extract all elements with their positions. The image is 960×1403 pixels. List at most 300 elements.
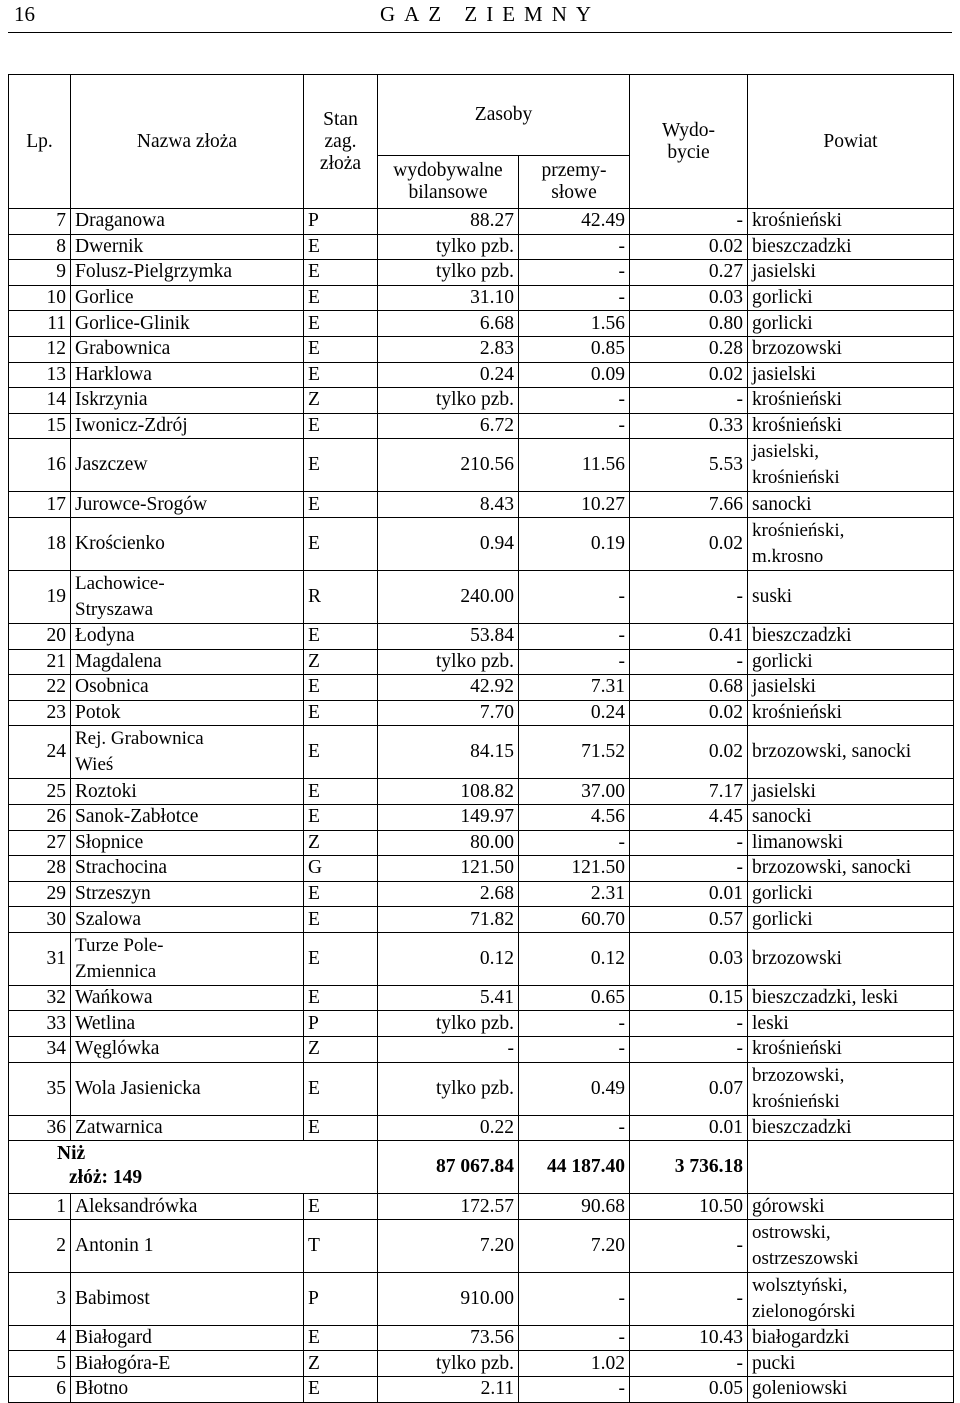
total-powiat bbox=[748, 1141, 954, 1194]
cell-powiat-line: sanocki bbox=[752, 493, 812, 515]
cell-name bbox=[71, 413, 304, 439]
cell-powiat-line: brzozowski bbox=[752, 947, 842, 969]
cell-przemyslowe: - bbox=[519, 1377, 630, 1403]
cell-lp: 10 bbox=[9, 285, 71, 311]
cell-stan: E bbox=[304, 260, 378, 286]
table-row bbox=[9, 726, 954, 779]
cell-przemyslowe: 0.49 bbox=[519, 1062, 630, 1115]
cell-wydobycie: 7.66 bbox=[630, 492, 748, 518]
cell-name-line: Błotno bbox=[75, 1378, 129, 1400]
cell-wydobywalne: 0.22 bbox=[378, 1115, 519, 1141]
cell-name-line: Zmiennica bbox=[75, 960, 157, 982]
cell-name-line: Folusz-Pielgrzymka bbox=[75, 261, 233, 283]
cell-powiat bbox=[748, 1011, 954, 1037]
cell-stan: Z bbox=[304, 830, 378, 856]
table-row bbox=[9, 1037, 954, 1063]
cell-powiat-line: krośnieński bbox=[752, 702, 842, 724]
cell-powiat-line: krośnieński bbox=[752, 210, 842, 232]
cell-name-line: Sanok-Zabłotce bbox=[75, 806, 199, 828]
table-row bbox=[9, 234, 954, 260]
total-row bbox=[9, 1141, 954, 1194]
cell-name bbox=[71, 1377, 304, 1403]
cell-przemyslowe: - bbox=[519, 649, 630, 675]
cell-powiat-line: brzozowski bbox=[752, 338, 842, 360]
cell-powiat bbox=[748, 388, 954, 414]
col-header-przemyslowe bbox=[519, 156, 630, 209]
cell-powiat-line: krośnieński bbox=[752, 1090, 840, 1112]
cell-wydobywalne: - bbox=[378, 1037, 519, 1063]
cell-name bbox=[71, 209, 304, 235]
cell-lp: 7 bbox=[9, 209, 71, 235]
cell-name-line: Jurowce-Srogów bbox=[75, 493, 208, 515]
col-header-name: Nazwa złoża bbox=[71, 75, 304, 209]
cell-name bbox=[71, 388, 304, 414]
cell-powiat bbox=[748, 1325, 954, 1351]
cell-wydobycie: - bbox=[630, 856, 748, 882]
cell-powiat bbox=[748, 856, 954, 882]
cell-lp: 6 bbox=[9, 1377, 71, 1403]
cell-powiat-line: jasielski, bbox=[752, 441, 820, 463]
cell-lp: 32 bbox=[9, 985, 71, 1011]
table-row bbox=[9, 779, 954, 805]
cell-lp: 16 bbox=[9, 439, 71, 492]
table-row bbox=[9, 881, 954, 907]
cell-powiat bbox=[748, 1115, 954, 1141]
cell-wydobycie: - bbox=[630, 1272, 748, 1325]
cell-name bbox=[71, 907, 304, 933]
cell-powiat bbox=[748, 1062, 954, 1115]
table-header-row bbox=[9, 75, 954, 156]
cell-name-line: Krościenko bbox=[75, 532, 165, 554]
table-row bbox=[9, 517, 954, 570]
table-row bbox=[9, 413, 954, 439]
cell-name bbox=[71, 675, 304, 701]
cell-lp: 35 bbox=[9, 1062, 71, 1115]
cell-powiat-line: pucki bbox=[752, 1352, 796, 1374]
cell-powiat-line: górowski bbox=[752, 1195, 825, 1217]
cell-powiat bbox=[748, 362, 954, 388]
cell-przemyslowe: 11.56 bbox=[519, 439, 630, 492]
cell-name-line: Gorlice bbox=[75, 287, 134, 309]
cell-powiat-line: limanowski bbox=[752, 831, 843, 853]
cell-powiat bbox=[748, 830, 954, 856]
cell-stan: P bbox=[304, 1011, 378, 1037]
col-header-wydobywalne bbox=[378, 156, 519, 209]
cell-powiat bbox=[748, 517, 954, 570]
table-row bbox=[9, 362, 954, 388]
cell-powiat-line: ostrowski, bbox=[752, 1221, 831, 1243]
cell-powiat-line: bieszczadzki bbox=[752, 1116, 852, 1138]
cell-powiat-line: jasielski bbox=[752, 363, 816, 385]
cell-lp: 34 bbox=[9, 1037, 71, 1063]
cell-stan: E bbox=[304, 1194, 378, 1220]
cell-wydobycie: 0.80 bbox=[630, 311, 748, 337]
table-row bbox=[9, 932, 954, 985]
cell-przemyslowe: 0.85 bbox=[519, 336, 630, 362]
cell-name-line: Węglówka bbox=[75, 1038, 160, 1060]
cell-name bbox=[71, 234, 304, 260]
cell-powiat bbox=[748, 413, 954, 439]
table-row bbox=[9, 285, 954, 311]
cell-powiat-line: gorlicki bbox=[752, 650, 813, 672]
cell-powiat bbox=[748, 779, 954, 805]
cell-przemyslowe: 90.68 bbox=[519, 1194, 630, 1220]
cell-powiat bbox=[748, 804, 954, 830]
cell-wydobycie: 5.53 bbox=[630, 439, 748, 492]
table-row bbox=[9, 1351, 954, 1377]
col-header-przemyslowe-line: słowe bbox=[551, 182, 597, 203]
col-header-wydobywalne-line: wydobywalne bbox=[393, 160, 503, 181]
cell-name bbox=[71, 336, 304, 362]
cell-przemyslowe: 0.19 bbox=[519, 517, 630, 570]
cell-name bbox=[71, 856, 304, 882]
col-header-wydobycie-line: Wydo- bbox=[662, 119, 715, 141]
cell-lp: 12 bbox=[9, 336, 71, 362]
cell-wydobycie: 0.02 bbox=[630, 234, 748, 260]
total-label-line: złóż: 149 bbox=[69, 1167, 143, 1189]
cell-przemyslowe: 4.56 bbox=[519, 804, 630, 830]
cell-wydobycie: 7.17 bbox=[630, 779, 748, 805]
cell-powiat bbox=[748, 985, 954, 1011]
cell-wydobycie: 10.50 bbox=[630, 1194, 748, 1220]
cell-name-line: Zatwarnica bbox=[75, 1116, 163, 1138]
cell-wydobywalne: tylko pzb. bbox=[378, 388, 519, 414]
cell-powiat-line: krośnieński bbox=[752, 389, 842, 411]
table-row bbox=[9, 336, 954, 362]
cell-name bbox=[71, 285, 304, 311]
cell-przemyslowe: 2.31 bbox=[519, 881, 630, 907]
cell-wydobywalne: 71.82 bbox=[378, 907, 519, 933]
cell-lp: 20 bbox=[9, 623, 71, 649]
cell-powiat-line: brzozowski, sanocki bbox=[752, 741, 912, 763]
cell-wydobywalne: 2.68 bbox=[378, 881, 519, 907]
cell-wydobywalne: 88.27 bbox=[378, 209, 519, 235]
cell-wydobywalne: 2.83 bbox=[378, 336, 519, 362]
cell-stan: P bbox=[304, 1272, 378, 1325]
cell-name-line: Harklowa bbox=[75, 363, 152, 385]
table-row bbox=[9, 804, 954, 830]
cell-stan: E bbox=[304, 234, 378, 260]
table-row bbox=[9, 1325, 954, 1351]
cell-name-line: Białogóra-E bbox=[75, 1352, 171, 1374]
cell-przemyslowe: 71.52 bbox=[519, 726, 630, 779]
cell-wydobycie: - bbox=[630, 1011, 748, 1037]
cell-wydobywalne: 108.82 bbox=[378, 779, 519, 805]
cell-powiat bbox=[748, 1377, 954, 1403]
cell-name-line: Grabownica bbox=[75, 338, 171, 360]
cell-stan: G bbox=[304, 856, 378, 882]
cell-wydobywalne: 0.24 bbox=[378, 362, 519, 388]
cell-lp: 23 bbox=[9, 700, 71, 726]
total-wydobywalne: 87 067.84 bbox=[378, 1141, 519, 1194]
cell-powiat-line: leski bbox=[752, 1012, 789, 1034]
col-header-stan bbox=[304, 75, 378, 209]
cell-name-line: Magdalena bbox=[75, 650, 162, 672]
col-header-wydobycie-line: bycie bbox=[667, 141, 710, 163]
cell-przemyslowe: 7.20 bbox=[519, 1219, 630, 1272]
total-label bbox=[9, 1141, 378, 1194]
table-row bbox=[9, 675, 954, 701]
total-wydobycie: 3 736.18 bbox=[630, 1141, 748, 1194]
cell-wydobywalne: 7.70 bbox=[378, 700, 519, 726]
table-row bbox=[9, 907, 954, 933]
cell-wydobycie: 0.03 bbox=[630, 285, 748, 311]
cell-powiat-line: sanocki bbox=[752, 806, 812, 828]
cell-name bbox=[71, 726, 304, 779]
cell-wydobycie: 0.68 bbox=[630, 675, 748, 701]
cell-name-line: Osobnica bbox=[75, 676, 149, 698]
cell-name-line: Wola Jasienicka bbox=[75, 1077, 201, 1099]
cell-name-line: Iskrzynia bbox=[75, 389, 148, 411]
cell-powiat-line: krośnieński, bbox=[752, 519, 845, 541]
cell-name bbox=[71, 649, 304, 675]
cell-name-line: Szalowa bbox=[75, 908, 142, 930]
cell-przemyslowe: - bbox=[519, 623, 630, 649]
cell-powiat bbox=[748, 1219, 954, 1272]
cell-wydobywalne: 172.57 bbox=[378, 1194, 519, 1220]
table-row bbox=[9, 439, 954, 492]
cell-wydobywalne: 84.15 bbox=[378, 726, 519, 779]
cell-wydobywalne: 53.84 bbox=[378, 623, 519, 649]
cell-name-line: Dwernik bbox=[75, 235, 144, 257]
cell-powiat bbox=[748, 623, 954, 649]
cell-lp: 21 bbox=[9, 649, 71, 675]
cell-wydobycie: 0.05 bbox=[630, 1377, 748, 1403]
cell-przemyslowe: - bbox=[519, 570, 630, 623]
cell-wydobycie: - bbox=[630, 1351, 748, 1377]
cell-powiat-line: zielonogórski bbox=[752, 1300, 856, 1322]
cell-lp: 13 bbox=[9, 362, 71, 388]
cell-przemyslowe: - bbox=[519, 260, 630, 286]
cell-wydobycie: 0.33 bbox=[630, 413, 748, 439]
cell-name-line: Potok bbox=[75, 702, 121, 724]
cell-name-line: Turze Pole- bbox=[75, 934, 164, 956]
cell-powiat-line: jasielski bbox=[752, 261, 816, 283]
cell-przemyslowe: - bbox=[519, 1272, 630, 1325]
cell-powiat bbox=[748, 649, 954, 675]
cell-lp: 33 bbox=[9, 1011, 71, 1037]
cell-powiat bbox=[748, 439, 954, 492]
cell-wydobycie: 0.02 bbox=[630, 362, 748, 388]
cell-powiat bbox=[748, 209, 954, 235]
cell-name bbox=[71, 517, 304, 570]
cell-powiat-line: białogardzki bbox=[752, 1327, 850, 1349]
cell-przemyslowe: - bbox=[519, 1325, 630, 1351]
cell-lp: 19 bbox=[9, 570, 71, 623]
cell-stan: E bbox=[304, 881, 378, 907]
cell-lp: 9 bbox=[9, 260, 71, 286]
table-row bbox=[9, 649, 954, 675]
cell-przemyslowe: 37.00 bbox=[519, 779, 630, 805]
cell-powiat-line: jasielski bbox=[752, 676, 816, 698]
cell-wydobycie: - bbox=[630, 209, 748, 235]
cell-przemyslowe: 1.02 bbox=[519, 1351, 630, 1377]
cell-name bbox=[71, 1325, 304, 1351]
cell-przemyslowe: 60.70 bbox=[519, 907, 630, 933]
cell-lp: 22 bbox=[9, 675, 71, 701]
cell-name-line: Rej. Grabownica bbox=[75, 728, 204, 750]
cell-name bbox=[71, 1194, 304, 1220]
cell-powiat-line: ostrzeszowski bbox=[752, 1247, 859, 1269]
cell-name bbox=[71, 1115, 304, 1141]
cell-powiat-line: gorlicki bbox=[752, 908, 813, 930]
table-row bbox=[9, 1011, 954, 1037]
cell-powiat-line: krośnieński bbox=[752, 415, 842, 437]
cell-wydobycie: 0.01 bbox=[630, 1115, 748, 1141]
cell-powiat bbox=[748, 675, 954, 701]
cell-wydobywalne: 6.68 bbox=[378, 311, 519, 337]
cell-powiat-line: bieszczadzki bbox=[752, 235, 852, 257]
cell-lp: 24 bbox=[9, 726, 71, 779]
cell-przemyslowe: - bbox=[519, 285, 630, 311]
cell-wydobycie: - bbox=[630, 1219, 748, 1272]
cell-wydobywalne: 910.00 bbox=[378, 1272, 519, 1325]
cell-lp: 14 bbox=[9, 388, 71, 414]
cell-name bbox=[71, 362, 304, 388]
cell-wydobycie: 0.02 bbox=[630, 726, 748, 779]
cell-powiat bbox=[748, 492, 954, 518]
cell-powiat-line: krośnieński bbox=[752, 467, 840, 489]
cell-name-line: Wetlina bbox=[75, 1012, 136, 1034]
cell-przemyslowe: - bbox=[519, 413, 630, 439]
cell-powiat-line: bieszczadzki bbox=[752, 625, 852, 647]
table-row bbox=[9, 388, 954, 414]
cell-wydobycie: 10.43 bbox=[630, 1325, 748, 1351]
cell-wydobywalne: 2.11 bbox=[378, 1377, 519, 1403]
page-number: 16 bbox=[14, 2, 35, 26]
cell-name bbox=[71, 623, 304, 649]
cell-name bbox=[71, 804, 304, 830]
table-row bbox=[9, 1115, 954, 1141]
cell-stan: E bbox=[304, 311, 378, 337]
table-row bbox=[9, 1272, 954, 1325]
cell-stan: Z bbox=[304, 388, 378, 414]
cell-powiat-line: bieszczadzki, leski bbox=[752, 987, 899, 1009]
cell-stan: E bbox=[304, 726, 378, 779]
table-row bbox=[9, 311, 954, 337]
cell-przemyslowe: 10.27 bbox=[519, 492, 630, 518]
col-header-lp: Lp. bbox=[9, 75, 71, 209]
cell-powiat bbox=[748, 907, 954, 933]
col-header-wydobywalne-line: bilansowe bbox=[408, 182, 488, 203]
cell-lp: 31 bbox=[9, 932, 71, 985]
cell-lp: 11 bbox=[9, 311, 71, 337]
table-body bbox=[9, 209, 954, 1403]
cell-stan: E bbox=[304, 1115, 378, 1141]
cell-lp: 3 bbox=[9, 1272, 71, 1325]
cell-stan: E bbox=[304, 985, 378, 1011]
cell-przemyslowe: - bbox=[519, 1011, 630, 1037]
cell-powiat-line: m.krosno bbox=[752, 545, 824, 567]
cell-name-line: Iwonicz-Zdrój bbox=[75, 415, 188, 437]
cell-wydobywalne: tylko pzb. bbox=[378, 260, 519, 286]
cell-wydobywalne: 31.10 bbox=[378, 285, 519, 311]
cell-name bbox=[71, 492, 304, 518]
cell-wydobycie: - bbox=[630, 649, 748, 675]
cell-name-line: Łodyna bbox=[75, 625, 135, 647]
cell-wydobywalne: tylko pzb. bbox=[378, 649, 519, 675]
cell-wydobywalne: tylko pzb. bbox=[378, 1011, 519, 1037]
cell-wydobywalne: 6.72 bbox=[378, 413, 519, 439]
table-row bbox=[9, 260, 954, 286]
cell-powiat bbox=[748, 336, 954, 362]
cell-przemyslowe: 0.12 bbox=[519, 932, 630, 985]
cell-name-line: Lachowice- bbox=[75, 572, 165, 594]
table-row bbox=[9, 570, 954, 623]
cell-powiat bbox=[748, 932, 954, 985]
cell-name-line: Wańkowa bbox=[75, 987, 153, 1009]
cell-wydobycie: - bbox=[630, 1037, 748, 1063]
cell-name-line: Babimost bbox=[75, 1287, 150, 1309]
cell-powiat bbox=[748, 881, 954, 907]
cell-name-line: Słopnice bbox=[75, 831, 144, 853]
cell-wydobywalne: 73.56 bbox=[378, 1325, 519, 1351]
cell-powiat bbox=[748, 726, 954, 779]
cell-lp: 5 bbox=[9, 1351, 71, 1377]
cell-lp: 2 bbox=[9, 1219, 71, 1272]
cell-name bbox=[71, 779, 304, 805]
cell-lp: 17 bbox=[9, 492, 71, 518]
cell-stan: E bbox=[304, 413, 378, 439]
cell-wydobywalne: 8.43 bbox=[378, 492, 519, 518]
cell-stan: Z bbox=[304, 649, 378, 675]
cell-stan: E bbox=[304, 285, 378, 311]
table-row bbox=[9, 623, 954, 649]
cell-name bbox=[71, 700, 304, 726]
cell-wydobywalne: 149.97 bbox=[378, 804, 519, 830]
cell-stan: E bbox=[304, 675, 378, 701]
cell-stan: E bbox=[304, 1062, 378, 1115]
cell-wydobycie: 0.01 bbox=[630, 881, 748, 907]
cell-przemyslowe: - bbox=[519, 830, 630, 856]
table-row bbox=[9, 209, 954, 235]
cell-name-line: Strzeszyn bbox=[75, 882, 151, 904]
cell-powiat bbox=[748, 1037, 954, 1063]
cell-name-line: Aleksandrówka bbox=[75, 1195, 198, 1217]
cell-wydobywalne: tylko pzb. bbox=[378, 1062, 519, 1115]
cell-przemyslowe: - bbox=[519, 1037, 630, 1063]
cell-stan: T bbox=[304, 1219, 378, 1272]
cell-powiat-line: goleniowski bbox=[752, 1378, 848, 1400]
cell-wydobycie: 4.45 bbox=[630, 804, 748, 830]
cell-name bbox=[71, 1037, 304, 1063]
cell-wydobycie: 0.02 bbox=[630, 700, 748, 726]
cell-stan: E bbox=[304, 492, 378, 518]
cell-stan: P bbox=[304, 209, 378, 235]
cell-wydobycie: 0.28 bbox=[630, 336, 748, 362]
col-header-stan-line: zag. bbox=[324, 130, 357, 152]
cell-stan: E bbox=[304, 362, 378, 388]
cell-wydobycie: 0.07 bbox=[630, 1062, 748, 1115]
cell-wydobywalne: 0.94 bbox=[378, 517, 519, 570]
table-row bbox=[9, 1377, 954, 1403]
cell-wydobywalne: 210.56 bbox=[378, 439, 519, 492]
cell-name bbox=[71, 1011, 304, 1037]
cell-stan: E bbox=[304, 439, 378, 492]
cell-lp: 25 bbox=[9, 779, 71, 805]
cell-name bbox=[71, 260, 304, 286]
cell-lp: 28 bbox=[9, 856, 71, 882]
cell-przemyslowe: 0.24 bbox=[519, 700, 630, 726]
cell-powiat-line: suski bbox=[752, 585, 793, 607]
cell-wydobycie: - bbox=[630, 830, 748, 856]
cell-przemyslowe: 0.09 bbox=[519, 362, 630, 388]
cell-wydobycie: 0.02 bbox=[630, 517, 748, 570]
table-row bbox=[9, 1194, 954, 1220]
cell-wydobywalne: 7.20 bbox=[378, 1219, 519, 1272]
cell-stan: E bbox=[304, 1325, 378, 1351]
cell-name-line: Białogard bbox=[75, 1327, 152, 1349]
